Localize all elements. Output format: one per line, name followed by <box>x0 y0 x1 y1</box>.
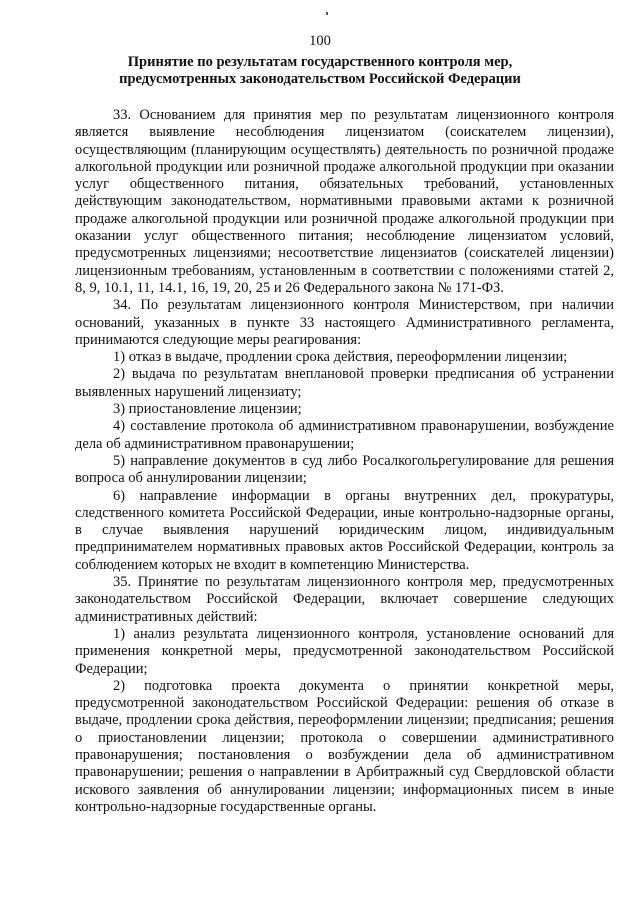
page-number: 100 <box>309 33 331 49</box>
list-item: 1) анализ результата лицензионного контроля, установление оснований для применения конкретной меры, предусмотренной законодательством Российской Федерации; <box>75 625 614 677</box>
paragraph-35: 35. Принятие по результатам лицензионного контроля мер, предусмотренных законодательством Российской Федерации, включает совершение следующих административных действий: <box>75 574 614 625</box>
list-item: 2) подготовка проекта документа о принятии конкретной меры, предусмотренной законодательством Российской Федерации: решения об отказе в выдаче, продлении срока действия, переоформлении лицензии; предписания; решения о приостановлении лицензии; протокола о совершении административного правонарушения; постановления о возбуждении дела об административном правонарушении; решения о направлении в Арбитражный суд Свердловской области искового заявления об аннулировании лицензии; информационных писем в иные контрольно-надзорные государственные органы. <box>75 677 614 815</box>
paragraph-33: 33. Основанием для принятия мер по результатам лицензионного контроля является выявление несоблюдения лицензиатом (соискателем лицензии), осуществляющим (планирующим осуществлять) деятельность по розничной продаже алкогольной продукции или розничной продаже алкогольной продукции при оказании услуг общественного питания, обязательных требований, установленных действующим законодательством, нормативными правовыми актами к розничной продаже алкогольной продукции или розничной продаже алкогольной продукции при оказании услуг общественного питания; несоблюдение лицензиатом условий, предусмотренных лицензиями; несоответствие лицензиатов (соискателей лицензии) лицензионным требованиям, установленным в соответствии с положениями статей 2, 8, 9, 10.1, 11, 14.1, 16, 19, 20, 25 и 26 Федерального закона № 171-ФЗ. <box>75 107 614 296</box>
heading-line-1: Принятие по результатам государственного контроля мер, <box>127 54 513 70</box>
list-item: 6) направление информации в органы внутренних дел, прокуратуры, следственного комитета Российской Федерации, иные контрольно-надзорные органы, в случае выявления нарушений юридическим лицом, индивидуальным предпринимателем нормативных правовых актов Российской Федерации, контроль за соблюдением которых не входит в компетенцию Министерства. <box>75 487 614 573</box>
list-item: 1) отказ в выдаче, продлении срока действия, переоформлении лицензии; <box>113 349 568 366</box>
list-item: 3) приостановление лицензии; <box>113 401 302 418</box>
section-heading <box>60 54 580 88</box>
list-item: 2) выдача по результатам внеплановой проверки предписания об устранении выявленных нарушений лицензиату; <box>75 366 614 400</box>
paragraph-34: 34. По результатам лицензионного контроля Министерством, при наличии оснований, указанных в пункте 33 настоящего Административного регламента, принимаются следующие меры реагирования: <box>75 297 614 348</box>
list-item: 5) направление документов в суд либо Росалкогольрегулирование для решения вопроса об аннулировании лицензии; <box>75 452 614 487</box>
heading-line-2: предусмотренных законодательством Российской Федерации <box>119 71 521 87</box>
list-item: 4) составление протокола об административном правонарушении, возбуждение дела об административном правонарушении; <box>75 418 614 452</box>
document-body <box>75 107 614 816</box>
scan-mark <box>326 12 328 15</box>
